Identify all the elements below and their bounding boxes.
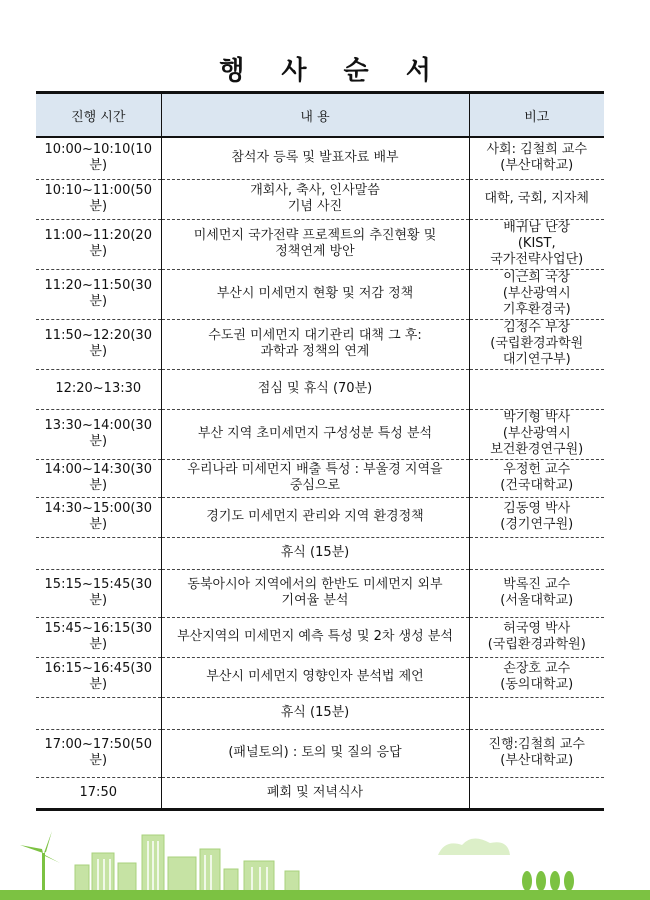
cloud-icon [438,838,510,855]
row-note [469,657,604,697]
bottom-green-bar [0,890,650,900]
table-row [36,179,604,219]
content-line: 경기도 미세먼지 관리와 지역 환경정책 [206,509,424,524]
row-content [161,497,469,537]
content-line: 폐회 및 저녁식사 [266,784,364,800]
row-note [469,569,604,617]
table-row [36,569,604,617]
row-time: 14:00~14:30(30분) [36,459,161,497]
row-time: 13:30~14:00(30분) [36,409,161,459]
row-note [469,459,604,497]
row-time: 16:15~16:45(30분) [36,657,161,697]
row-content [161,617,469,657]
row-time: 15:15~15:45(30분) [36,569,161,617]
row-note [469,537,604,569]
note-line: 대기연구부) [502,352,571,367]
row-note [469,617,604,657]
row-time [36,537,161,569]
note-line: 박기형 박사 [503,410,571,425]
note-line: 이근희 국장 [503,270,571,285]
note-line: (부산광역시 [502,426,571,441]
table-row [36,137,604,179]
content-line: 수도권 미세먼지 대기관리 대책 그 후: [208,328,422,343]
header-time: 진행 시간 [36,93,161,138]
table-row [36,657,604,697]
row-content [161,777,469,809]
note-line: 사회: 김철희 교수 [486,142,588,158]
note-line: (국립환경과학원) [487,637,586,652]
note-line: 국가전략사업단) [490,252,584,267]
row-note [469,179,604,219]
table-row [36,369,604,409]
row-time: 14:30~15:00(30분) [36,497,161,537]
row-time: 17:50 [79,784,117,800]
row-content [161,137,469,179]
content-line: 개회사, 축사, 인사말씀 [250,183,380,198]
row-content [161,657,469,697]
note-line: (부산대학교) [500,158,574,174]
page-title: 행 사 순 서 [219,56,445,86]
content-line: 미세먼지 국가전략 프로젝트의 추진현황 및 [193,228,437,243]
content-line: 부산시 미세먼지 영향인자 분석법 제언 [206,669,424,684]
note-line: 우정헌 교수 [503,462,571,477]
content-line: 휴식 (15분) [280,545,350,560]
row-time: 12:20~13:30 [36,369,161,409]
note-line: (부산대학교) [500,753,574,768]
row-content [161,697,469,729]
note-line: 진행:김철희 교수 [488,737,585,752]
table-row [36,697,604,729]
note-line: 배귀남 단장 [503,220,571,235]
content-line: 부산시 미세먼지 현황 및 저감 정책 [216,286,414,301]
note-line: 기후환경국) [502,302,571,317]
content-line: 점심 및 휴식 (70분) [257,381,373,396]
table-row [36,497,604,537]
row-content [161,459,469,497]
row-note [469,269,604,319]
row-content [161,569,469,617]
row-time: 17:00~17:50(50분) [36,729,161,777]
row-content [161,409,469,459]
table-row [36,219,604,269]
note-line: (동의대학교) [500,677,574,692]
table-row [36,617,604,657]
note-line: 보건환경연구원) [490,442,584,457]
content-line: 정책연계 방안 [275,244,355,259]
note-line: (부산광역시 [502,286,571,301]
note-line: (건국대학교) [500,478,574,493]
note-line: 허국영 박사 [503,621,571,636]
content-line: 부산 지역 초미세먼지 구성성분 특성 분석 [197,426,433,441]
content-line: 동북아시아 지역에서의 한반도 미세먼지 외부 [187,577,443,592]
row-time [36,697,161,729]
schedule-table [36,91,604,811]
row-note [469,497,604,537]
table-row [36,537,604,569]
note-line: 김동영 박사 [503,501,571,516]
row-content [161,729,469,777]
note-line: (KIST, [517,236,556,251]
header-content: 내 용 [161,93,469,138]
content-line: (패널토의) : 토의 및 질의 응답 [228,745,402,760]
content-line: 과학과 정책의 연계 [260,344,370,359]
table-row [36,269,604,319]
note-line: 손장호 교수 [503,661,571,676]
content-line: 부산지역의 미세먼지 예측 특성 및 2차 생성 분석 [177,629,453,644]
table-row [36,729,604,777]
row-time: 10:10~11:00(50분) [36,179,161,219]
row-note [469,319,604,369]
note-line: 대학, 국회, 지자체 [484,191,589,206]
row-time: 11:20~11:50(30분) [36,269,161,319]
table-row [36,777,604,809]
row-content [161,369,469,409]
row-content [161,537,469,569]
row-note [469,697,604,729]
header-note: 비고 [469,93,604,138]
row-note [469,777,604,809]
note-line: 박록진 교수 [503,577,571,592]
row-content [161,219,469,269]
table-row [36,319,604,369]
row-content [161,269,469,319]
city-skyline-illustration [0,825,650,900]
row-note [469,369,604,409]
table-row [36,409,604,459]
content-line: 기여율 분석 [281,593,349,608]
note-line: 김정수 부장 [503,320,571,335]
row-time: 10:00~10:10(10분) [36,137,161,179]
note-line: (경기연구원) [500,517,574,532]
row-time: 11:00~11:20(20분) [36,219,161,269]
row-note [469,219,604,269]
row-time: 11:50~12:20(30분) [36,319,161,369]
content-line: 휴식 (15분) [280,705,350,720]
row-note [469,137,604,179]
row-note [469,409,604,459]
note-line: (국립환경과학원 [490,336,584,351]
content-line: 기념 사진 [287,199,343,214]
row-time: 15:45~16:15(30분) [36,617,161,657]
content-line: 우리나라 미세먼지 배출 특성 : 부울경 지역을 [187,462,443,477]
content-line: 참석자 등록 및 발표자료 배부 [231,150,399,166]
table-row [36,459,604,497]
content-line: 중심으로 [289,478,341,493]
note-line: (서울대학교) [500,593,574,608]
row-content [161,179,469,219]
row-content [161,319,469,369]
table-header-row [36,93,604,138]
row-note [469,729,604,777]
